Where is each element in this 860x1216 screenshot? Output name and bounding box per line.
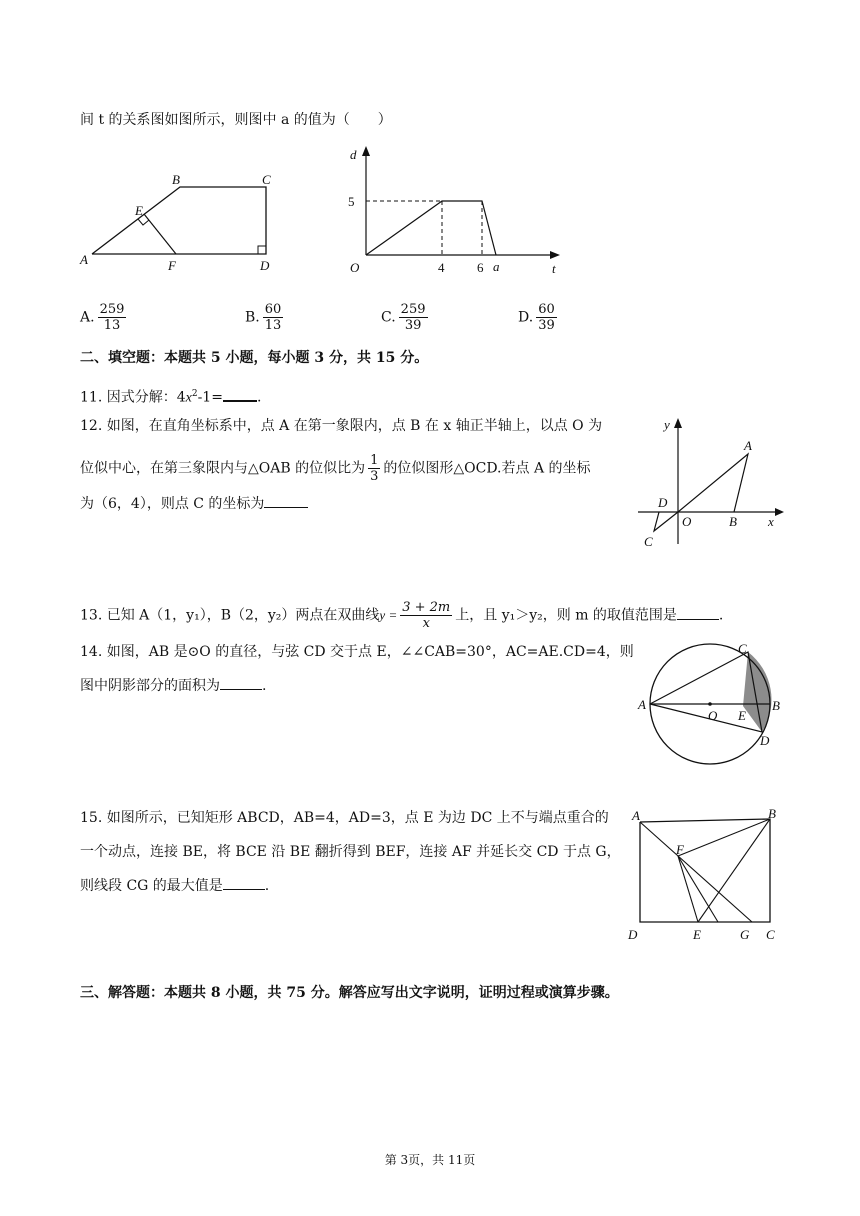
label-D: D	[658, 495, 668, 510]
label-F: F	[676, 842, 684, 857]
label-B: B	[768, 806, 776, 821]
q15-line3: 则线段 CG 的最大值是 .	[80, 878, 270, 894]
option-a: A. $\frac{259}{13}$	[80, 302, 125, 333]
label-A: A	[80, 252, 88, 267]
q15-line2: 一个动点，连接 BE，将 BCE 沿 BE 翻折得到 BEF，连接 AF 并延长交 CD 于点 G，	[80, 844, 621, 860]
axis-t: t	[552, 261, 556, 276]
q15-blank	[223, 889, 265, 890]
tick-6: 6	[477, 260, 484, 275]
q12-line1: 12. 如图，在直角坐标系中，点 A 在第一象限内，点 B 在 x 轴正半轴上，以点 O 为	[80, 418, 603, 434]
label-O: O	[682, 514, 692, 529]
label-B: B	[172, 172, 180, 187]
q12-blank	[264, 507, 308, 508]
label-E: E	[693, 927, 701, 942]
page-footer: 第 3页，共 11页	[384, 1153, 476, 1167]
d-t-graph	[340, 142, 570, 277]
label-C: C	[738, 641, 747, 656]
q14-blank	[220, 689, 262, 690]
q14-line2: 图中阴影部分的面积为 .	[80, 678, 267, 694]
label-A: A	[638, 697, 646, 712]
axis-d: d	[350, 147, 357, 162]
label-E: E	[135, 203, 143, 218]
section3-title: 三、解答题：本题共 8 小题，共 75 分。解答应写出文字说明，证明过程或演算步骤。	[80, 985, 619, 1001]
q11: 11. 因式分解：$4x^2-1=$ .	[80, 389, 262, 406]
q14-circle-figure	[636, 636, 786, 766]
section2-title: 二、填空题：本题共 5 小题，每小题 3 分，共 15 分。	[80, 350, 429, 366]
label-C: C	[644, 534, 653, 549]
option-d: D. $\frac{60}{39}$	[518, 302, 555, 333]
label-E: E	[738, 708, 746, 723]
q15-rectangle-figure	[622, 804, 787, 944]
label-D: D	[628, 927, 638, 942]
label-C: C	[262, 172, 271, 187]
trapezoid-figure	[78, 170, 278, 275]
origin-O: O	[350, 260, 360, 275]
label-B: B	[772, 698, 780, 713]
q15-line1: 15. 如图所示，已知矩形 ABCD，AB=4，AD=3，点 E 为边 DC 上不与端点重合的	[80, 810, 609, 826]
q14-line1: 14. 如图，AB 是⊙O 的直径，与弦 CD 交于点 E，∠∠CAB=30°，AC=AE.CD=4，则	[80, 644, 634, 660]
q10-stem: 间 t 的关系图如图所示，则图中 a 的值为（ ）	[80, 112, 392, 128]
q12-line2: 位似中心，在第三象限内与△OAB 的位似比为 $\frac{1}{3}$ 的位似图形△OCD.若点 A 的坐标	[80, 453, 591, 484]
q11-blank	[223, 400, 257, 402]
label-G: G	[740, 927, 750, 942]
tick-5: 5	[348, 194, 355, 209]
label-A: A	[744, 438, 752, 453]
q13-blank	[677, 619, 719, 620]
q12-figure	[632, 412, 787, 552]
label-A: A	[632, 808, 640, 823]
q12-line3: 为（6，4），则点 C 的坐标为	[80, 494, 308, 514]
label-D: D	[260, 258, 270, 273]
label-O: O	[708, 708, 718, 723]
option-b: B. $\frac{60}{13}$	[245, 302, 282, 333]
option-c: C. $\frac{259}{39}$	[381, 302, 426, 333]
axis-y: y	[664, 417, 670, 432]
tick-4: 4	[438, 260, 445, 275]
label-B: B	[729, 514, 737, 529]
label-D: D	[760, 733, 770, 748]
axis-x: x	[768, 514, 774, 529]
label-F: F	[168, 258, 176, 273]
q13: 13. 已知 A（1，y₁），B（2，y₂）两点在双曲线y = $\frac{3 + 2m}{x}$ 上，且 y₁＞y₂，则 m 的取值范围是 .	[80, 600, 724, 631]
label-C: C	[766, 927, 775, 942]
tick-a: a	[493, 259, 500, 274]
